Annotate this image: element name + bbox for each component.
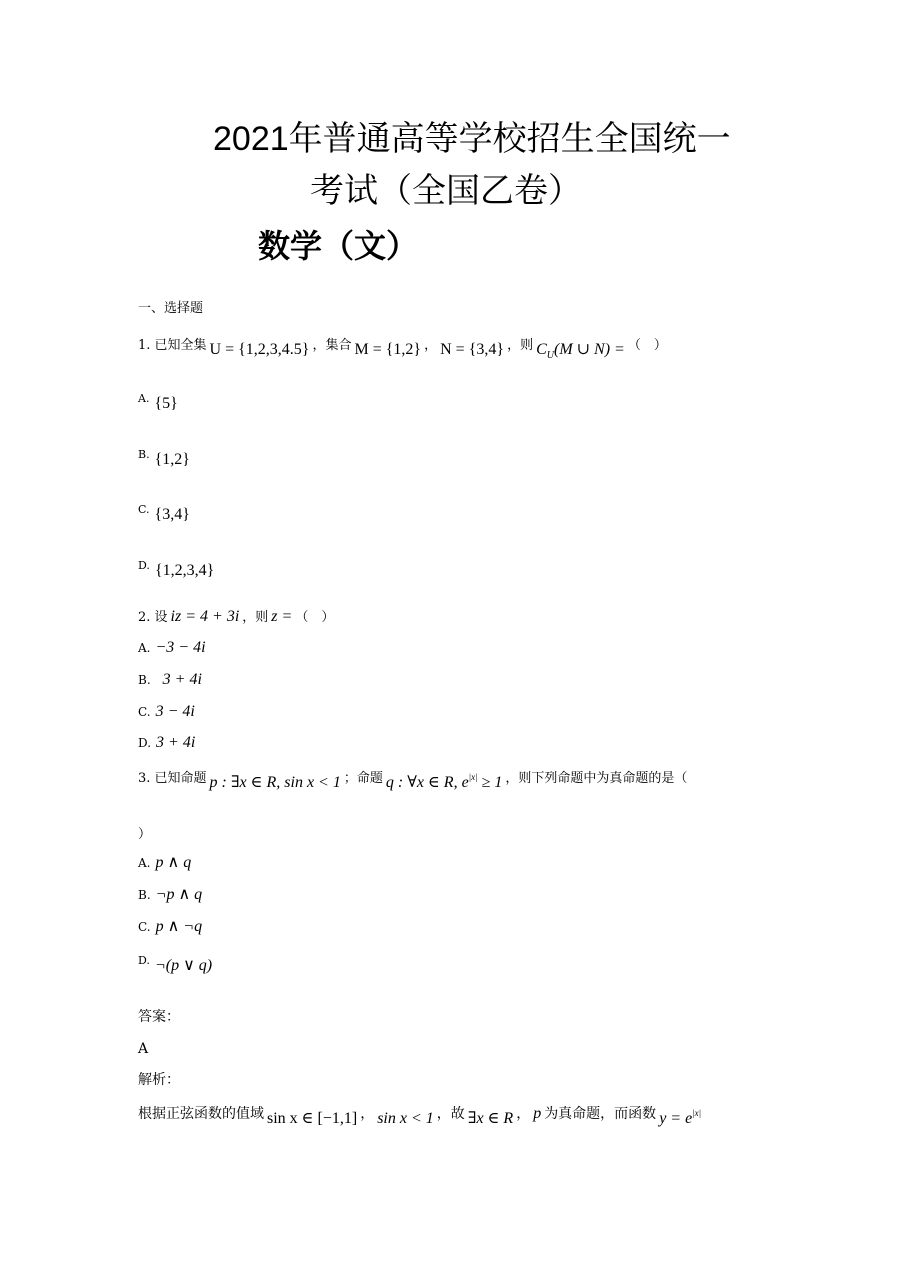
option-value: {1,2}	[154, 451, 190, 468]
option-label: C.	[138, 705, 151, 719]
q3-q-rest: ≥ 1	[477, 774, 503, 791]
analysis-math: p	[533, 1105, 542, 1122]
q1-set-n: N = {3,4}	[440, 341, 505, 358]
subject-heading: 数学（文）	[258, 228, 419, 264]
analysis-text-segment: ，	[360, 1106, 375, 1122]
q2-text: ，则	[242, 610, 269, 625]
q1-set-m: M = {1,2}	[354, 341, 422, 358]
q1-text: ，	[424, 338, 438, 353]
analysis-math	[659, 1110, 701, 1127]
option-label: D.	[138, 736, 152, 750]
q3-proposition-q	[386, 774, 503, 791]
option-value: {3,4}	[154, 506, 190, 523]
option-label: A.	[138, 641, 151, 655]
analysis-math: sin x < 1	[377, 1110, 434, 1127]
option-value: 3 + 4i	[156, 734, 196, 751]
complement-symbol: C	[536, 341, 547, 358]
q3-option-b	[138, 887, 205, 903]
option-value: p ∧ ¬q	[155, 918, 203, 935]
q1-set-u: U = {1,2,3,4.5}	[209, 341, 310, 358]
option-label: C.	[138, 920, 151, 934]
q3-q-base: q : ∀x ∈ R, e	[385, 774, 469, 791]
q3-option-c	[138, 919, 205, 935]
q3-number-text: 3. 已知命题	[138, 771, 207, 786]
q3-option-d	[138, 954, 215, 974]
q2-z: z =	[271, 608, 293, 625]
q3-q-exponent: |x|	[468, 772, 478, 782]
q2-equation: iz = 4 + 3i	[170, 608, 240, 625]
q1-text: ，集合	[312, 338, 352, 353]
option-value: {5}	[154, 395, 178, 412]
q2-option-b	[138, 672, 205, 688]
q2-option-c	[138, 704, 198, 720]
option-value: −3 − 4i	[155, 639, 206, 656]
analysis-math: sin x ∈ [−1,1]	[267, 1110, 358, 1127]
option-label: C.	[138, 503, 150, 516]
title-line-2: 考试（全国乙卷）	[310, 172, 582, 210]
q1-answer-paren: （ ）	[627, 338, 667, 353]
q3-option-a	[138, 855, 194, 871]
q2-option-a	[138, 640, 209, 656]
analysis-math: ∃x ∈ R	[467, 1110, 514, 1127]
q2-option-d	[138, 735, 198, 751]
analysis-text-segment: ，故	[436, 1106, 465, 1122]
q3-proposition-p: p : ∃x ∈ R, sin x < 1	[209, 774, 341, 791]
question-2-stem	[138, 609, 334, 625]
q2-answer-paren: （ ）	[295, 610, 335, 625]
option-value: 3 + 4i	[162, 671, 202, 688]
section-heading: 一、选择题	[138, 301, 204, 316]
q2-number-text: 2. 设	[138, 610, 168, 625]
option-label: B.	[138, 673, 151, 687]
complement-expression: (M ∪ N) =	[553, 341, 625, 358]
analysis-text	[138, 1105, 704, 1127]
option-label: B.	[138, 888, 151, 902]
question-1-stem	[138, 337, 667, 361]
answer-heading: 答案：	[138, 1009, 180, 1025]
q3-close-paren: ）	[138, 827, 152, 842]
option-label: D.	[138, 559, 150, 572]
question-3-stem	[138, 770, 688, 791]
option-value: {1,2,3,4}	[154, 562, 215, 579]
analysis-heading: 解析：	[138, 1072, 180, 1088]
option-value: ¬p ∧ q	[155, 886, 203, 903]
function-base: y = e	[659, 1110, 693, 1127]
q1-option-d	[138, 559, 217, 579]
complement-subscript: U	[546, 350, 554, 361]
q1-text: ，则	[507, 338, 534, 353]
option-value: p ∧ q	[155, 854, 192, 871]
function-exponent: |x|	[692, 1108, 702, 1118]
option-label: B.	[138, 448, 150, 461]
option-label: A.	[138, 392, 150, 405]
q1-option-b	[138, 448, 193, 468]
option-value: 3 − 4i	[155, 703, 195, 720]
q1-option-c	[138, 503, 193, 523]
title-line-1: 2021年普通高等学校招生全国统一	[213, 120, 731, 158]
answer-value: A	[138, 1041, 149, 1057]
q1-option-a	[138, 392, 181, 412]
analysis-text-segment: 根据正弦函数的值域	[138, 1106, 264, 1122]
option-value: ¬(p ∨ q)	[154, 957, 213, 974]
q1-number-text: 1. 已知全集	[138, 338, 207, 353]
q3-text: ，则下列命题中为真命题的是（	[505, 771, 688, 786]
option-label: D.	[138, 954, 150, 967]
q1-complement	[536, 341, 625, 361]
q3-text: ；命题	[343, 771, 383, 786]
option-label: A.	[138, 856, 151, 870]
analysis-text-segment: 为真命题，而函数	[544, 1106, 657, 1122]
analysis-text-segment: ，	[516, 1106, 531, 1122]
